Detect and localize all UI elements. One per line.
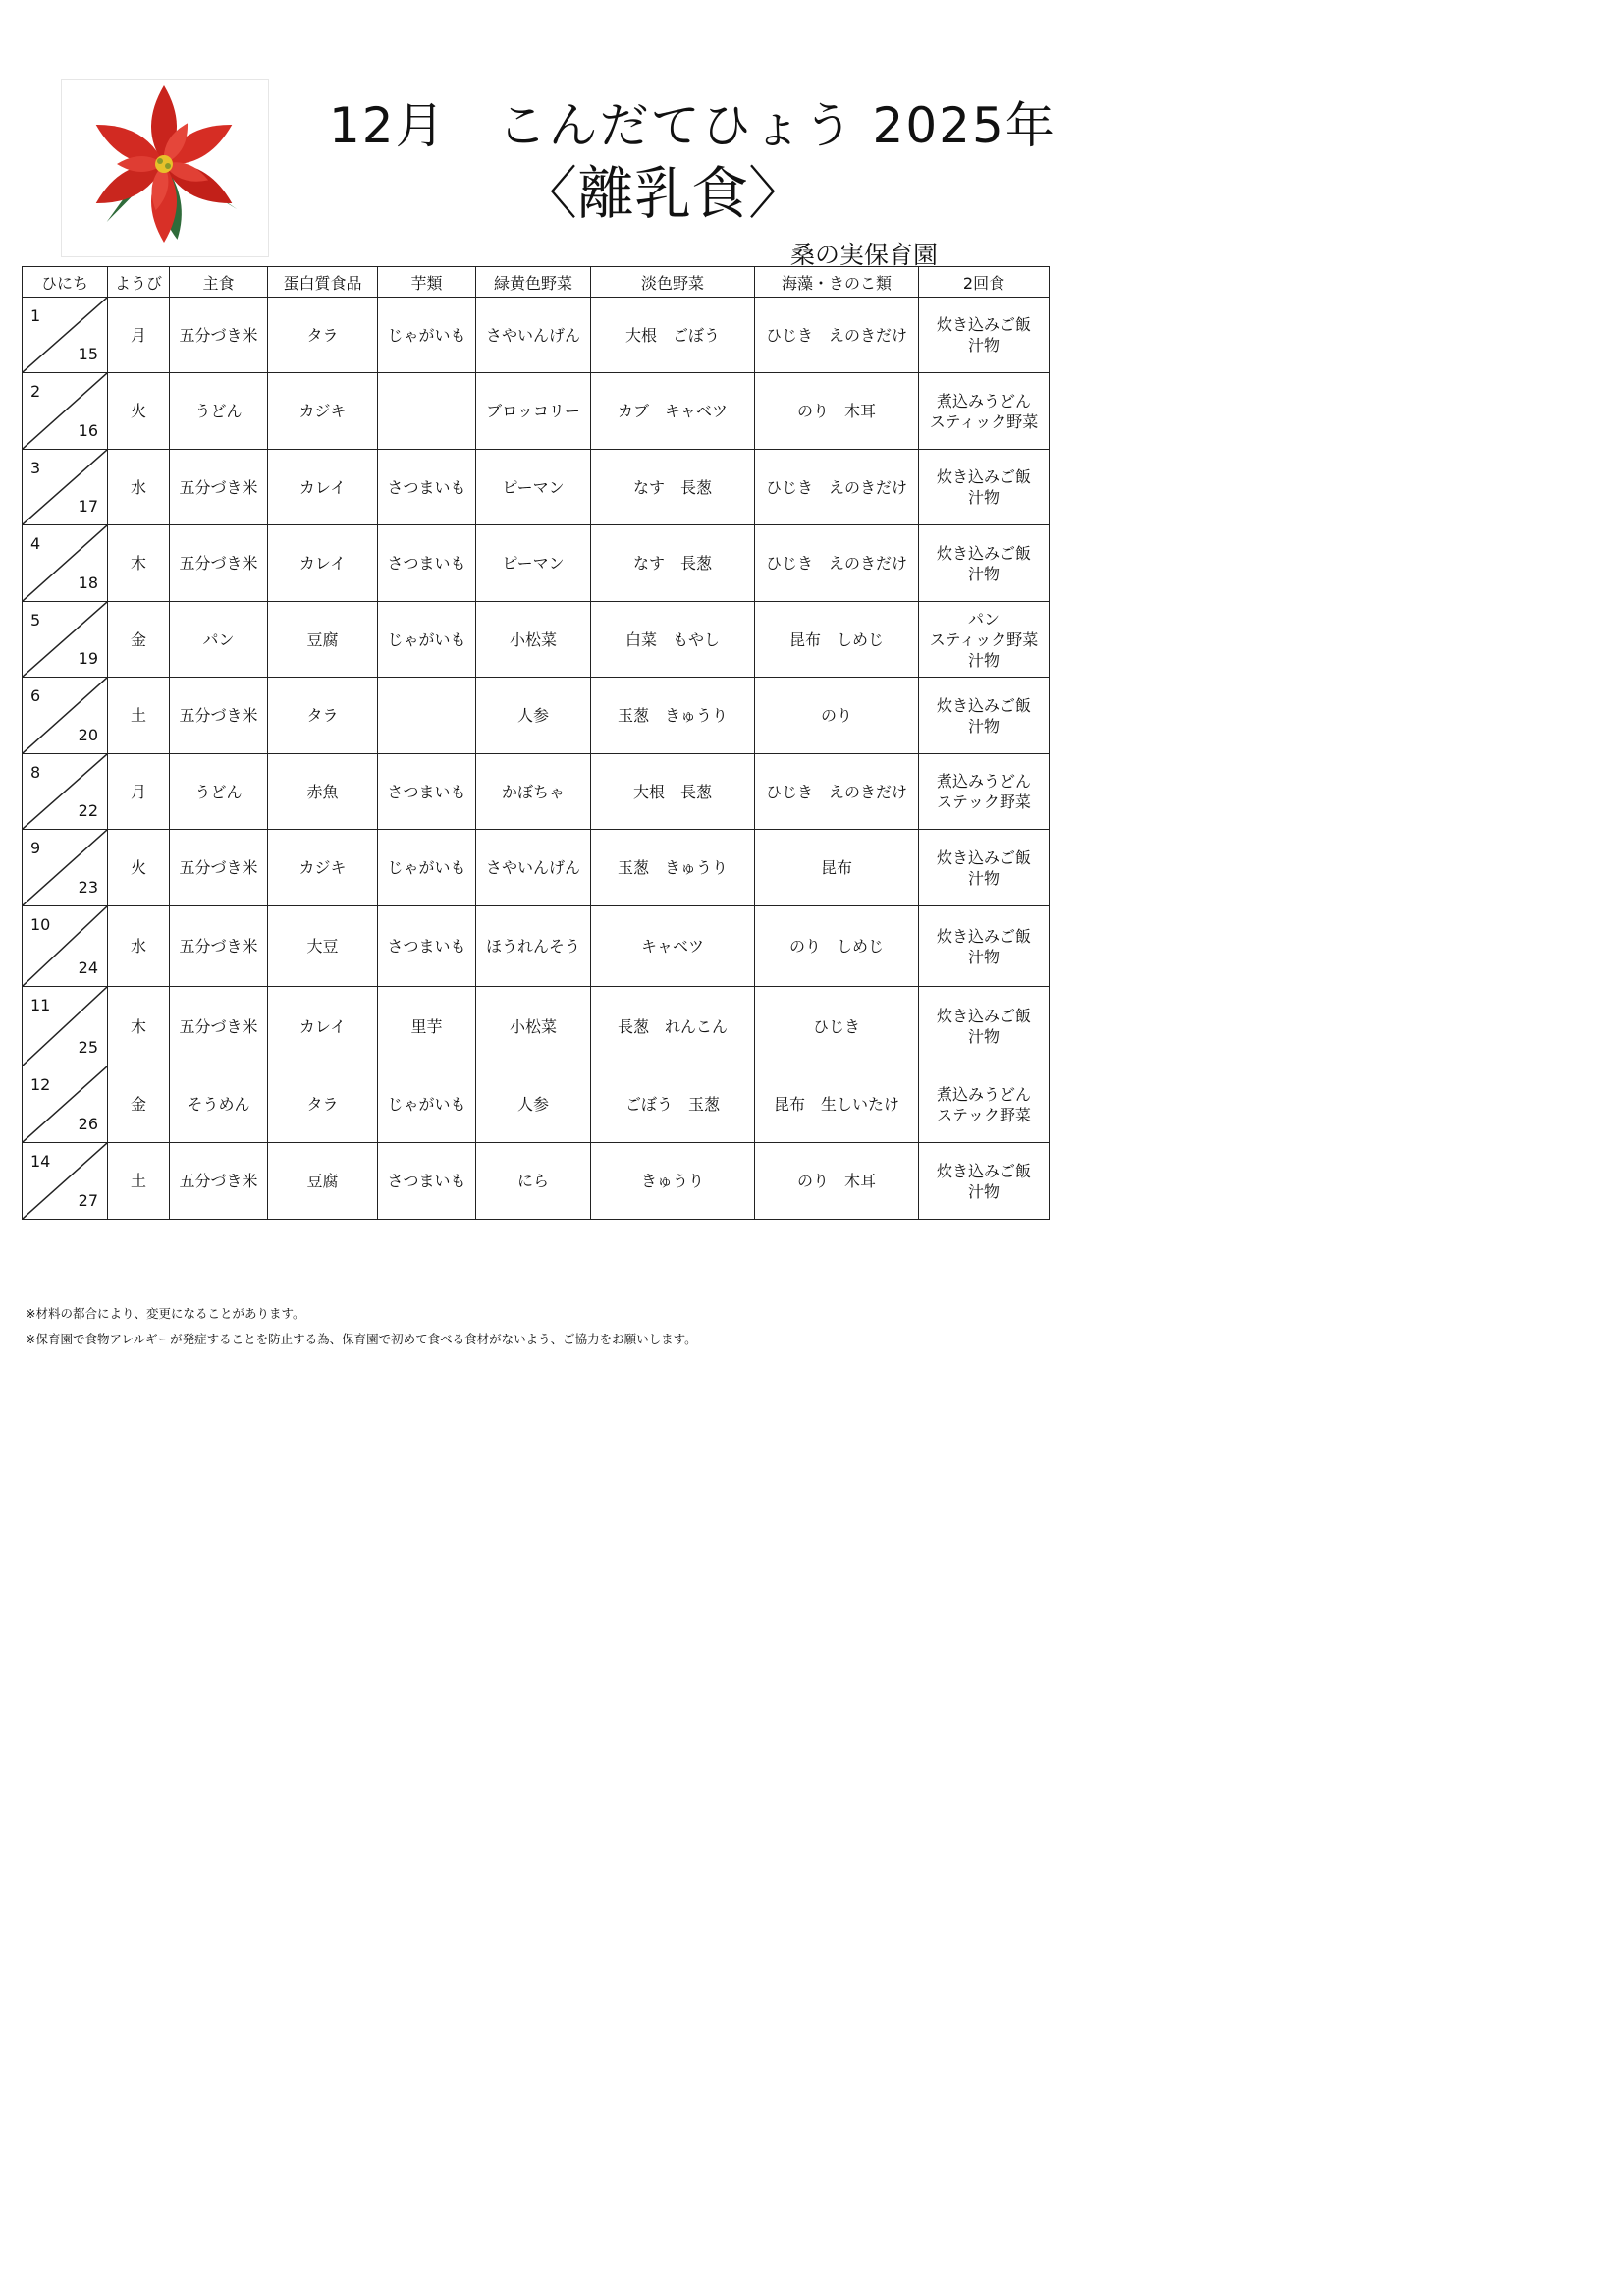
potato-cell xyxy=(378,373,476,450)
date-second: 18 xyxy=(78,574,98,592)
seaweed-cell: のり 木耳 xyxy=(755,373,919,450)
potato-cell: さつまいも xyxy=(378,1143,476,1220)
staple-cell: 五分づき米 xyxy=(170,987,268,1066)
green-veg-cell: にら xyxy=(476,1143,591,1220)
second-meal-item: 炊き込みご飯 xyxy=(936,847,1031,867)
seaweed-cell: ひじき えのきだけ xyxy=(755,754,919,830)
second-meal-cell xyxy=(919,678,1050,754)
staple-cell: 五分づき米 xyxy=(170,830,268,906)
seaweed-cell: ひじき xyxy=(755,987,919,1066)
staple-cell: うどん xyxy=(170,373,268,450)
light-veg-cell: なす 長葱 xyxy=(591,450,755,525)
note-ingredients: ※材料の都合により、変更になることがあります。 xyxy=(26,1306,305,1321)
staple-cell: うどん xyxy=(170,754,268,830)
table-row xyxy=(23,987,1050,1066)
second-meal-item: 汁物 xyxy=(967,1027,1000,1046)
weekday-cell: 水 xyxy=(108,450,170,525)
green-veg-cell: ピーマン xyxy=(476,450,591,525)
seaweed-cell: ひじき えのきだけ xyxy=(755,450,919,525)
date-cell xyxy=(23,450,108,525)
date-first: 12 xyxy=(30,1075,51,1094)
date-first: 14 xyxy=(30,1152,51,1171)
protein-cell: 豆腐 xyxy=(268,602,378,678)
protein-cell: カレイ xyxy=(268,525,378,602)
date-cell xyxy=(23,906,108,987)
protein-cell: タラ xyxy=(268,1066,378,1143)
date-cell xyxy=(23,373,108,450)
protein-cell: カジキ xyxy=(268,373,378,450)
second-meal-cell xyxy=(919,450,1050,525)
staple-cell: 五分づき米 xyxy=(170,1143,268,1220)
menu-table xyxy=(22,266,1050,1220)
second-meal-item: 炊き込みご飯 xyxy=(936,1007,1031,1025)
staple-cell: パン xyxy=(170,602,268,678)
protein-cell: カレイ xyxy=(268,450,378,525)
weekday-cell: 火 xyxy=(108,830,170,906)
light-veg-cell: 大根 ごぼう xyxy=(591,298,755,373)
protein-cell: カレイ xyxy=(268,987,378,1066)
second-meal-item: 汁物 xyxy=(967,564,1000,583)
potato-cell: 里芋 xyxy=(378,987,476,1066)
green-veg-cell: 小松菜 xyxy=(476,602,591,678)
weekday-cell: 木 xyxy=(108,987,170,1066)
table-row xyxy=(23,754,1050,830)
potato-cell: さつまいも xyxy=(378,906,476,987)
table-row xyxy=(23,602,1050,678)
date-cell xyxy=(23,525,108,602)
second-meal-item: 煮込みうどん xyxy=(936,1084,1031,1104)
table-header-row xyxy=(23,267,1050,298)
light-veg-cell: 玉葱 きゅうり xyxy=(591,830,755,906)
table-row xyxy=(23,1143,1050,1220)
col-header-date: ひにち xyxy=(23,267,108,298)
date-first: 4 xyxy=(30,534,41,553)
col-header-protein: 蛋白質食品 xyxy=(268,267,378,298)
second-meal-item: 煮込みうどん xyxy=(936,772,1031,791)
potato-cell: さつまいも xyxy=(378,450,476,525)
date-first: 5 xyxy=(30,611,41,629)
second-meal-item: 汁物 xyxy=(967,947,1000,966)
table-row xyxy=(23,525,1050,602)
second-meal-item: 汁物 xyxy=(967,716,1000,736)
light-veg-cell: ごぼう 玉葱 xyxy=(591,1066,755,1143)
weekday-cell: 金 xyxy=(108,1066,170,1143)
seaweed-cell: のり 木耳 xyxy=(755,1143,919,1220)
second-meal-item: ステック野菜 xyxy=(937,1105,1031,1124)
potato-cell: じゃがいも xyxy=(378,298,476,373)
weekday-cell: 土 xyxy=(108,678,170,754)
col-header-light-veg: 淡色野菜 xyxy=(591,267,755,298)
school-name: 桑の実保育園 xyxy=(790,241,939,269)
light-veg-cell: なす 長葱 xyxy=(591,525,755,602)
date-cell xyxy=(23,754,108,830)
date-cell xyxy=(23,987,108,1066)
second-meal-item: 炊き込みご飯 xyxy=(936,1161,1031,1180)
second-meal-item: 炊き込みご飯 xyxy=(936,695,1031,715)
table-row xyxy=(23,298,1050,373)
potato-cell: じゃがいも xyxy=(378,602,476,678)
second-meal-cell xyxy=(919,830,1050,906)
second-meal-item: 炊き込みご飯 xyxy=(936,315,1031,334)
green-veg-cell: さやいんげん xyxy=(476,830,591,906)
table-row xyxy=(23,373,1050,450)
second-meal-cell xyxy=(919,298,1050,373)
page-subtitle: 〈離乳食〉 xyxy=(520,160,806,227)
date-second: 19 xyxy=(78,649,98,668)
light-veg-cell: カブ キャベツ xyxy=(591,373,755,450)
date-cell xyxy=(23,830,108,906)
date-first: 9 xyxy=(30,839,41,857)
staple-cell: そうめん xyxy=(170,1066,268,1143)
seaweed-cell: ひじき えのきだけ xyxy=(755,525,919,602)
green-veg-cell: 人参 xyxy=(476,1066,591,1143)
col-header-weekday: ようび xyxy=(108,267,170,298)
second-meal-item: 汁物 xyxy=(967,868,1000,888)
seaweed-cell: ひじき えのきだけ xyxy=(755,298,919,373)
seaweed-cell: のり xyxy=(755,678,919,754)
date-first: 11 xyxy=(30,996,51,1014)
date-second: 23 xyxy=(78,878,98,897)
second-meal-cell xyxy=(919,1143,1050,1220)
date-second: 26 xyxy=(78,1115,98,1133)
potato-cell: じゃがいも xyxy=(378,1066,476,1143)
col-header-potato: 芋類 xyxy=(378,267,476,298)
weekday-cell: 月 xyxy=(108,754,170,830)
protein-cell: タラ xyxy=(268,298,378,373)
light-veg-cell: 大根 長葱 xyxy=(591,754,755,830)
table-row xyxy=(23,1066,1050,1143)
second-meal-cell xyxy=(919,906,1050,987)
date-cell xyxy=(23,1143,108,1220)
green-veg-cell: ピーマン xyxy=(476,525,591,602)
staple-cell: 五分づき米 xyxy=(170,298,268,373)
date-second: 16 xyxy=(78,421,98,440)
second-meal-cell xyxy=(919,1066,1050,1143)
weekday-cell: 木 xyxy=(108,525,170,602)
green-veg-cell: かぼちゃ xyxy=(476,754,591,830)
date-cell xyxy=(23,298,108,373)
poinsettia-icon xyxy=(62,80,268,256)
second-meal-item: 煮込みうどん xyxy=(936,391,1031,410)
date-second: 25 xyxy=(78,1038,98,1057)
light-veg-cell: 玉葱 きゅうり xyxy=(591,678,755,754)
date-second: 20 xyxy=(78,726,98,744)
date-first: 8 xyxy=(30,763,41,782)
date-cell xyxy=(23,602,108,678)
protein-cell: カジキ xyxy=(268,830,378,906)
second-meal-item: 汁物 xyxy=(967,336,1000,355)
second-meal-item: パン xyxy=(967,609,1000,629)
date-cell xyxy=(23,1066,108,1143)
green-veg-cell: ほうれんそう xyxy=(476,906,591,987)
potato-cell: さつまいも xyxy=(378,525,476,602)
date-second: 15 xyxy=(78,345,98,363)
weekday-cell: 月 xyxy=(108,298,170,373)
second-meal-item: ステック野菜 xyxy=(937,793,1031,811)
col-header-green-veg: 緑黄色野菜 xyxy=(476,267,591,298)
protein-cell: タラ xyxy=(268,678,378,754)
table-row xyxy=(23,678,1050,754)
second-meal-item: 汁物 xyxy=(967,1181,1000,1201)
potato-cell: じゃがいも xyxy=(378,830,476,906)
staple-cell: 五分づき米 xyxy=(170,450,268,525)
second-meal-cell xyxy=(919,754,1050,830)
seaweed-cell: 昆布 しめじ xyxy=(755,602,919,678)
second-meal-cell xyxy=(919,373,1050,450)
second-meal-item: スティック野菜 xyxy=(929,411,1039,431)
table-row xyxy=(23,830,1050,906)
col-header-second-meal: 2回食 xyxy=(919,267,1050,298)
date-second: 24 xyxy=(78,958,98,977)
staple-cell: 五分づき米 xyxy=(170,906,268,987)
green-veg-cell: 小松菜 xyxy=(476,987,591,1066)
light-veg-cell: 長葱 れんこん xyxy=(591,987,755,1066)
second-meal-cell xyxy=(919,987,1050,1066)
green-veg-cell: ブロッコリー xyxy=(476,373,591,450)
potato-cell: さつまいも xyxy=(378,754,476,830)
green-veg-cell: 人参 xyxy=(476,678,591,754)
second-meal-item: 炊き込みご飯 xyxy=(936,543,1031,563)
seaweed-cell: 昆布 生しいたけ xyxy=(755,1066,919,1143)
page-title: 12月 こんだてひょう 2025年 xyxy=(329,97,1056,154)
second-meal-item: 炊き込みご飯 xyxy=(936,926,1031,946)
second-meal-cell xyxy=(919,602,1050,678)
date-cell xyxy=(23,678,108,754)
date-first: 6 xyxy=(30,686,41,705)
weekday-cell: 水 xyxy=(108,906,170,987)
seaweed-cell: 昆布 xyxy=(755,830,919,906)
col-header-staple: 主食 xyxy=(170,267,268,298)
second-meal-item: 汁物 xyxy=(967,650,1000,670)
weekday-cell: 火 xyxy=(108,373,170,450)
light-veg-cell: きゅうり xyxy=(591,1143,755,1220)
second-meal-cell xyxy=(919,525,1050,602)
weekday-cell: 金 xyxy=(108,602,170,678)
note-allergy: ※保育園で食物アレルギーが発症することを防止する為、保育園で初めて食べる食材がないよう、ご協力をお願いします。 xyxy=(26,1332,697,1346)
potato-cell xyxy=(378,678,476,754)
light-veg-cell: キャベツ xyxy=(591,906,755,987)
date-second: 17 xyxy=(78,497,98,516)
date-first: 10 xyxy=(30,915,51,934)
light-veg-cell: 白菜 もやし xyxy=(591,602,755,678)
staple-cell: 五分づき米 xyxy=(170,678,268,754)
poinsettia-logo xyxy=(61,79,269,257)
second-meal-item: 汁物 xyxy=(967,488,1000,507)
second-meal-item: 炊き込みご飯 xyxy=(936,467,1031,486)
protein-cell: 赤魚 xyxy=(268,754,378,830)
green-veg-cell: さやいんげん xyxy=(476,298,591,373)
seaweed-cell: のり しめじ xyxy=(755,906,919,987)
second-meal-item: スティック野菜 xyxy=(929,629,1039,649)
staple-cell: 五分づき米 xyxy=(170,525,268,602)
table-row xyxy=(23,906,1050,987)
date-first: 2 xyxy=(30,382,41,401)
table-row xyxy=(23,450,1050,525)
weekday-cell: 土 xyxy=(108,1143,170,1220)
protein-cell: 豆腐 xyxy=(268,1143,378,1220)
date-second: 27 xyxy=(78,1191,98,1210)
date-second: 22 xyxy=(78,801,98,820)
col-header-seaweed: 海藻・きのこ類 xyxy=(755,267,919,298)
date-first: 3 xyxy=(30,459,41,477)
date-first: 1 xyxy=(30,306,41,325)
protein-cell: 大豆 xyxy=(268,906,378,987)
